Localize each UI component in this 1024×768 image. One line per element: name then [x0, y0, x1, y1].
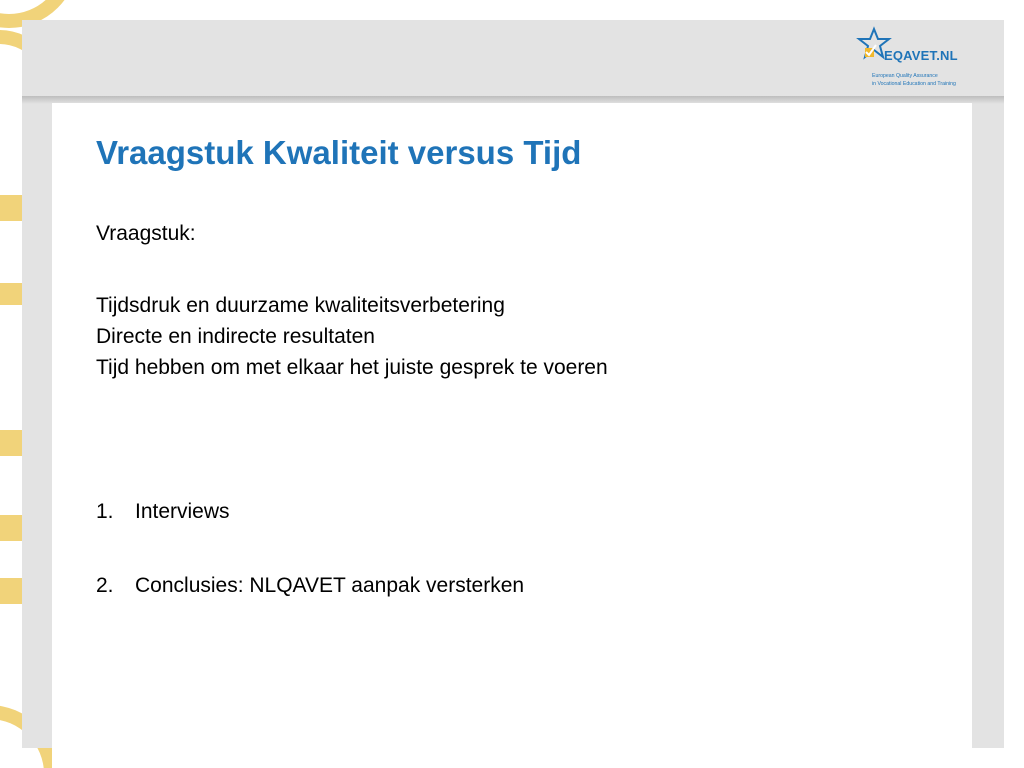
list-text: Conclusies: NLQAVET aanpak versterken — [135, 574, 525, 597]
list-text: Interviews — [135, 500, 230, 523]
intro-text: Vraagstuk: — [96, 222, 196, 245]
eqavet-logo — [856, 26, 986, 92]
body-line-3: Tijd hebben om met elkaar het juiste gesprek te voeren — [96, 356, 608, 379]
logo-tagline-2: in Vocational Education and Training — [872, 81, 956, 87]
body-line-1: Tijdsdruk en duurzame kwaliteitsverbetering — [96, 294, 505, 317]
list-item — [96, 574, 524, 598]
logo-tagline-1: European Quality Assurance — [872, 73, 938, 79]
list-number: 2. — [96, 574, 114, 597]
content-panel — [52, 103, 972, 768]
list-item — [96, 500, 230, 524]
body-line-2: Directe en indirecte resultaten — [96, 325, 375, 348]
logo-wordmark: EQAVET.NL — [884, 48, 958, 63]
list-number: 1. — [96, 500, 114, 523]
slide-title: Vraagstuk Kwaliteit versus Tijd — [96, 134, 582, 171]
